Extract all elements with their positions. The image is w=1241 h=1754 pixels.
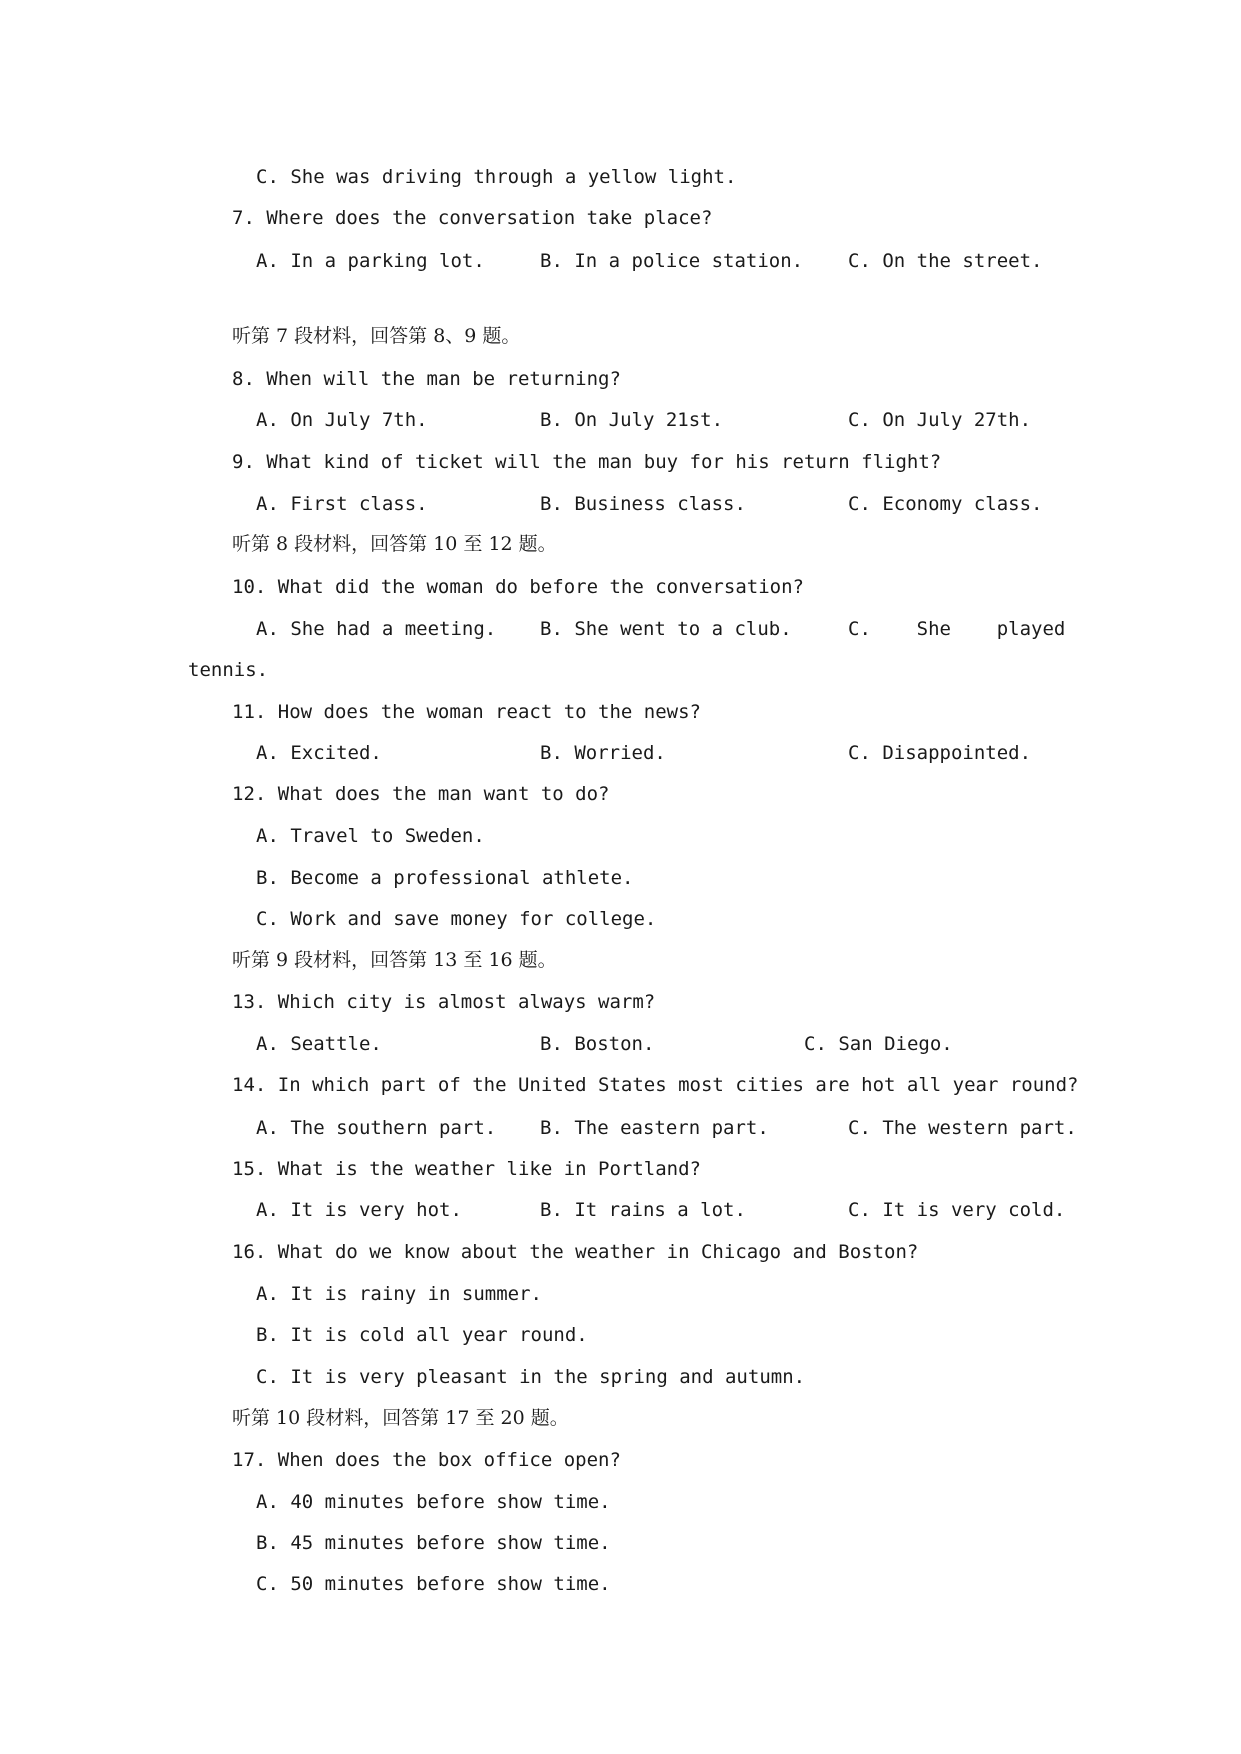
q9-stem: 9. What kind of ticket will the man buy for his return flight? xyxy=(232,451,942,473)
q12-option-c: C. Work and save money for college. xyxy=(256,908,657,930)
q7-option-b: B. In a police station. xyxy=(540,250,804,272)
q15-option-a: A. It is very hot. xyxy=(256,1199,462,1221)
q11-option-b: B. Worried. xyxy=(540,742,666,764)
q12-option-b: B. Become a professional athlete. xyxy=(256,867,634,889)
q8-option-b: B. On July 21st. xyxy=(540,409,724,431)
q14-stem: 14. In which part of the United States most cities are hot all year round? xyxy=(232,1074,1079,1096)
q15-option-c: C. It is very cold. xyxy=(848,1199,1066,1221)
q16-option-a: A. It is rainy in summer. xyxy=(256,1283,542,1305)
q9-option-a: A. First class. xyxy=(256,493,428,515)
q12-option-a: A. Travel to Sweden. xyxy=(256,825,485,847)
q15-stem: 15. What is the weather like in Portland? xyxy=(232,1158,701,1180)
q14-option-b: B. The eastern part. xyxy=(540,1117,769,1139)
q7-option-c: C. On the street. xyxy=(848,250,1043,272)
q7-stem: 7. Where does the conversation take place? xyxy=(232,207,713,229)
q8-option-c: C. On July 27th. xyxy=(848,409,1032,431)
q17-option-c: C. 50 minutes before show time. xyxy=(256,1573,611,1595)
q13-option-a: A. Seattle. xyxy=(256,1033,382,1055)
q14-option-a: A. The southern part. xyxy=(256,1117,497,1139)
q10-option-c-continuation: tennis. xyxy=(188,659,269,681)
section-9-heading: 听第 9 段材料，回答第 13 至 16 题。 xyxy=(232,949,557,971)
section-10-heading: 听第 10 段材料，回答第 17 至 20 题。 xyxy=(232,1407,569,1429)
q13-stem: 13. Which city is almost always warm? xyxy=(232,991,656,1013)
q17-stem: 17. When does the box office open? xyxy=(232,1449,621,1471)
q10-option-a: A. She had a meeting. xyxy=(256,618,497,640)
q16-option-c: C. It is very pleasant in the spring and autumn. xyxy=(256,1366,806,1388)
q9-option-b: B. Business class. xyxy=(540,493,746,515)
q12-stem: 12. What does the man want to do? xyxy=(232,783,610,805)
q10-option-b: B. She went to a club. xyxy=(540,618,792,640)
q10-stem: 10. What did the woman do before the conversation? xyxy=(232,576,804,598)
q8-stem: 8. When will the man be returning? xyxy=(232,368,621,390)
q15-option-b: B. It rains a lot. xyxy=(540,1199,746,1221)
q17-option-b: B. 45 minutes before show time. xyxy=(256,1532,611,1554)
q11-stem: 11. How does the woman react to the news? xyxy=(232,701,701,723)
section-8-heading: 听第 8 段材料，回答第 10 至 12 题。 xyxy=(232,533,557,555)
q13-option-b: B. Boston. xyxy=(540,1033,655,1055)
q13-option-c: C. San Diego. xyxy=(804,1033,953,1055)
q14-option-c: C. The western part. xyxy=(848,1117,1077,1139)
q11-option-a: A. Excited. xyxy=(256,742,382,764)
q16-option-b: B. It is cold all year round. xyxy=(256,1324,588,1346)
q16-stem: 16. What do we know about the weather in Chicago and Boston? xyxy=(232,1241,919,1263)
q7-option-a: A. In a parking lot. xyxy=(256,250,485,272)
q8-option-a: A. On July 7th. xyxy=(256,409,428,431)
q11-option-c: C. Disappointed. xyxy=(848,742,1032,764)
q6-option-c: C. She was driving through a yellow light. xyxy=(256,166,737,188)
section-7-heading: 听第 7 段材料，回答第 8、9 题。 xyxy=(232,325,521,347)
q9-option-c: C. Economy class. xyxy=(848,493,1043,515)
q10-option-c: C. She played xyxy=(848,618,1066,640)
q17-option-a: A. 40 minutes before show time. xyxy=(256,1491,611,1513)
